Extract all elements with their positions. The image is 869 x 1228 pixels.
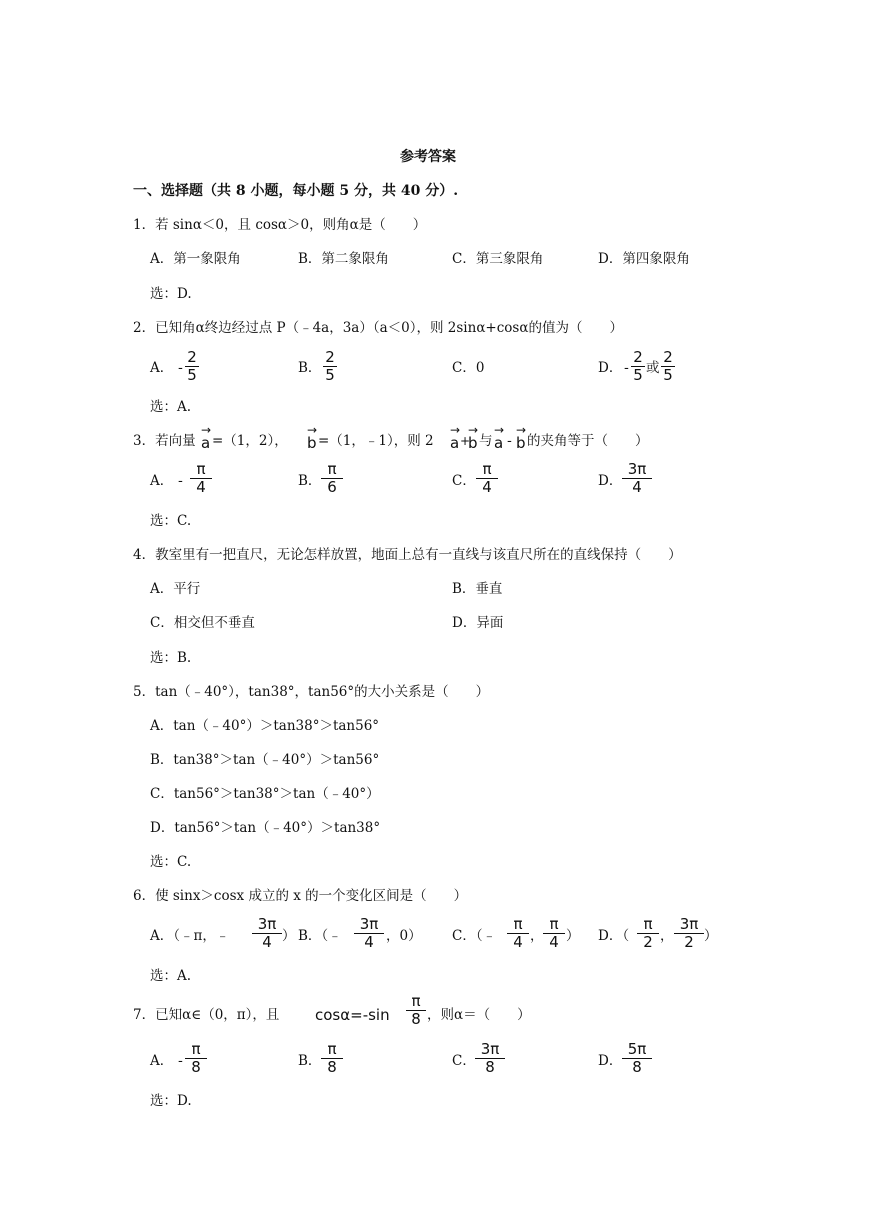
section-heading: 一、选择题（共 8 小题，每小题 5 分，共 40 分）. <box>133 183 459 199</box>
option-d: D．异面 <box>452 615 504 631</box>
fraction: π 4 <box>543 917 565 950</box>
option-b-suffix: ，0） <box>386 928 422 944</box>
fraction: 3π 4 <box>354 917 384 950</box>
option-a-label: A． <box>150 1053 174 1069</box>
option-c-prefix: C．（﹣ <box>452 928 497 944</box>
fraction: π 2 <box>637 917 659 950</box>
comma: ， <box>530 928 544 944</box>
answer: 选：D. <box>150 286 192 302</box>
question-stem-part: 3．若向量 <box>133 433 196 449</box>
option-d: D．第四象限角 <box>598 251 690 267</box>
fraction: π 4 <box>507 917 529 950</box>
answer: 选：C. <box>150 513 192 529</box>
option-a-prefix: A．（﹣π，﹣ <box>150 928 230 944</box>
option-b-prefix: B．（﹣ <box>298 928 342 944</box>
option-c-label: C． <box>452 473 476 489</box>
question-stem-part: 的夹角等于（ ） <box>527 433 649 449</box>
option-b-label: B． <box>298 473 322 489</box>
minus-sign: - <box>624 360 629 376</box>
option-a-label: A． <box>150 473 174 489</box>
fraction: 5π 8 <box>622 1042 652 1075</box>
question-stem-part: 7．已知α∈（0，π），且 <box>133 1007 280 1023</box>
option-b: B．垂直 <box>452 581 503 597</box>
fraction: π 4 <box>476 462 498 495</box>
option-d-label: D． <box>598 1053 623 1069</box>
option-b: B．第二象限角 <box>298 251 389 267</box>
question-stem: 4．教室里有一把直尺，无论怎样放置，地面上总有一直线与该直尺所在的直线保持（ ） <box>133 547 682 563</box>
vector-a: → a <box>450 423 461 452</box>
question-stem-part: 与 <box>479 433 493 449</box>
option-d-label: D． <box>598 473 623 489</box>
fraction: π 8 <box>321 1042 343 1075</box>
answer: 选：B. <box>150 650 192 666</box>
fraction: π 6 <box>321 462 343 495</box>
option-b-label: B． <box>298 1053 322 1069</box>
option-c-label: C． <box>452 1053 476 1069</box>
option-d-label: D． <box>598 360 623 376</box>
page-title: 参考答案 <box>400 149 456 165</box>
vector-b: → b <box>516 423 527 452</box>
question-stem-part: ，则α＝（ ） <box>427 1007 531 1023</box>
or-text: 或 <box>646 360 660 376</box>
option-b: B．tan38°＞tan（﹣40°）＞tan56° <box>150 752 380 768</box>
option-a: A．第一象限角 <box>150 251 241 267</box>
option-d: D．tan56°＞tan（﹣40°）＞tan38° <box>150 820 381 836</box>
question-stem-part: =（1，﹣1），则 2 <box>318 433 434 449</box>
fraction: 3π 4 <box>252 917 282 950</box>
math-expression: cosα=-sin <box>315 1006 390 1024</box>
option-d-prefix: D．（ <box>598 928 630 944</box>
answer: 选：C. <box>150 854 192 870</box>
option-a: A．tan（﹣40°）＞tan38°＞tan56° <box>150 718 380 734</box>
fraction: 3π 2 <box>674 917 704 950</box>
vector-a: → a <box>201 423 212 452</box>
vector-b: → b <box>307 423 318 452</box>
minus-sign: - <box>507 433 512 449</box>
minus-sign: - <box>178 473 183 489</box>
answer: 选：A. <box>150 968 192 984</box>
fraction: π 4 <box>190 462 212 495</box>
answer: 选：A. <box>150 399 192 415</box>
option-c: C．相交但不垂直 <box>150 615 255 631</box>
fraction: 2 5 <box>661 350 675 383</box>
option-c-suffix: ） <box>566 928 580 944</box>
fraction: 2 5 <box>631 350 645 383</box>
option-a: A．平行 <box>150 581 201 597</box>
option-d-suffix: ） <box>704 928 718 944</box>
option-c: C．tan56°＞tan38°＞tan（﹣40°） <box>150 786 380 802</box>
fraction: π 8 <box>406 994 426 1027</box>
fraction: 3π 4 <box>622 462 652 495</box>
question-stem: 2．已知角α终边经过点 P（﹣4a，3a）（a＜0），则 2sinα+cosα的值为（ ） <box>133 320 623 336</box>
fraction: 2 5 <box>185 350 199 383</box>
minus-sign: - <box>178 1053 183 1069</box>
question-stem: 5．tan（﹣40°），tan38°，tan56°的大小关系是（ ） <box>133 684 490 700</box>
option-c: C．0 <box>452 360 485 376</box>
option-b-label: B． <box>298 360 322 376</box>
option-c: C．第三象限角 <box>452 251 544 267</box>
comma: ， <box>660 928 674 944</box>
question-stem: 6．使 sinx＞cosx 成立的 x 的一个变化区间是（ ） <box>133 888 468 904</box>
option-a-suffix: ） <box>282 928 296 944</box>
question-stem-part: =（1，2）， <box>212 433 288 449</box>
fraction: 2 5 <box>323 350 337 383</box>
question-stem: 1．若 sinα＜0，且 cosα＞0，则角α是（ ） <box>133 217 427 233</box>
minus-sign: - <box>178 360 183 376</box>
fraction: π 8 <box>185 1042 207 1075</box>
answer: 选：D. <box>150 1093 192 1109</box>
plus-sign: + <box>460 434 471 448</box>
fraction: 3π 8 <box>475 1042 505 1075</box>
option-a-label: A． <box>150 360 174 376</box>
vector-a: → a <box>494 423 505 452</box>
vector-b: → b <box>468 423 479 452</box>
